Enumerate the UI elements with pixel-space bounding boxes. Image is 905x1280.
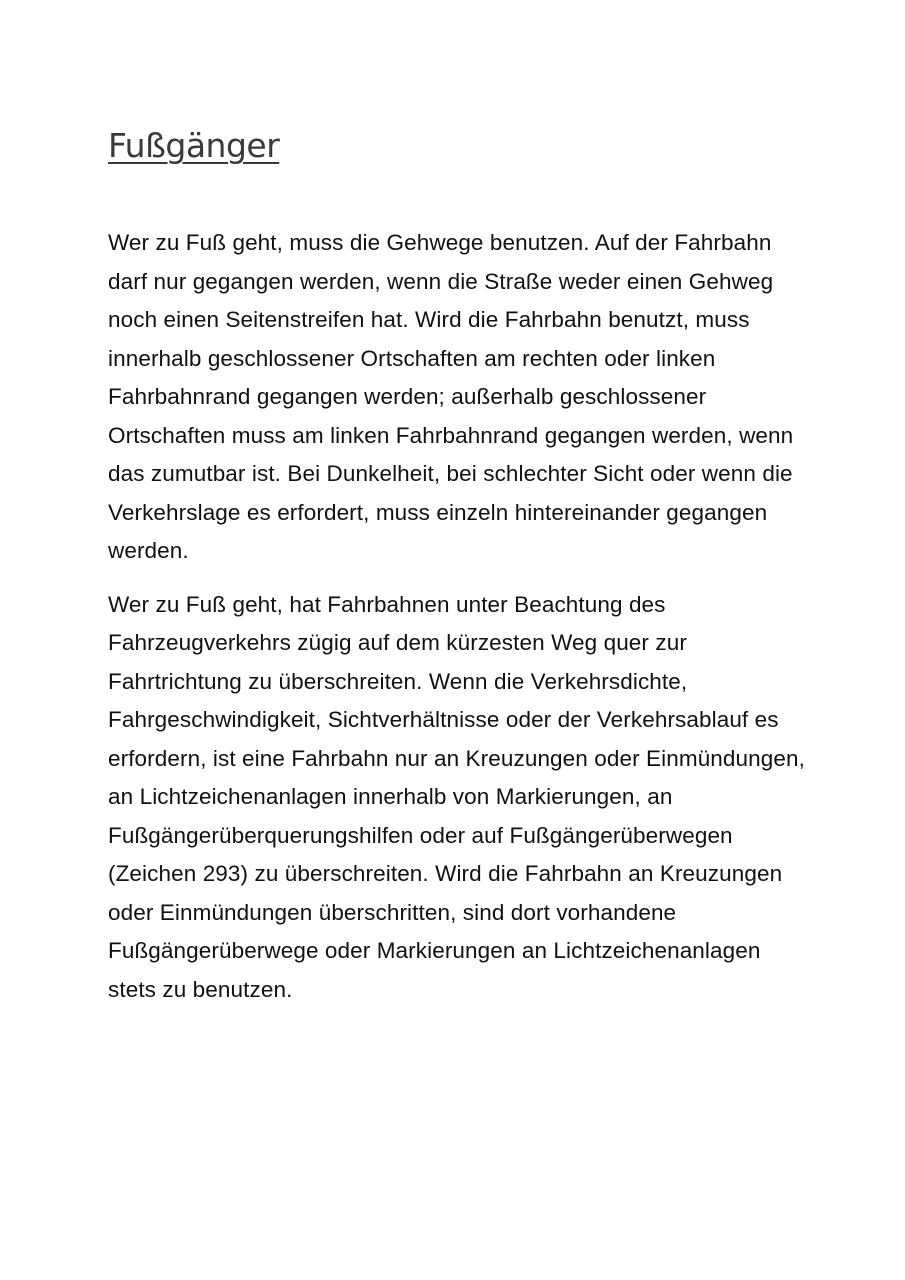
paragraph-pedestrian-crossing: Wer zu Fuß geht, hat Fahrbahnen unter Beachtung des Fahrzeugverkehrs zügig auf dem kürzesten Weg quer zur Fahrtrichtung zu überschreiten. Wenn die Verkehrsdichte, Fahrgeschwindigkeit, Sichtverhältnisse oder der Verkehrsablauf es erfordern, ist eine Fahrbahn nur an Kreuzungen oder Einmündungen, an Lichtzeichenanlagen innerhalb von Markierungen, an Fußgängerüberquerungshilfen oder auf Fußgängerüberwegen (Zeichen 293) zu überschreiten. Wird die Fahrbahn an Kreuzungen oder Einmündungen überschritten, sind dort vorhandene Fußgängerüberwege oder Markierungen an Lichtzeichenanlagen stets zu benutzen. bbox=[108, 591, 805, 1002]
document-title: Fußgänger bbox=[108, 126, 280, 165]
document-content bbox=[108, 120, 808, 1009]
paragraph-pedestrian-walkway: Wer zu Fuß geht, muss die Gehwege benutzen. Auf der Fahrbahn darf nur gegangen werden, wenn die Straße weder einen Gehweg noch einen Seitenstreifen hat. Wird die Fahrbahn benutzt, muss innerhalb geschlossener Ortschaften am rechten oder linken Fahrbahnrand gegangen werden; außerhalb geschlossener Ortschaften muss am linken Fahrbahnrand gegangen werden, wenn das zumutbar ist. Bei Dunkelheit, bei schlechter Sicht oder wenn die Verkehrslage es erfordert, muss einzeln hintereinander gegangen werden. bbox=[108, 230, 794, 563]
